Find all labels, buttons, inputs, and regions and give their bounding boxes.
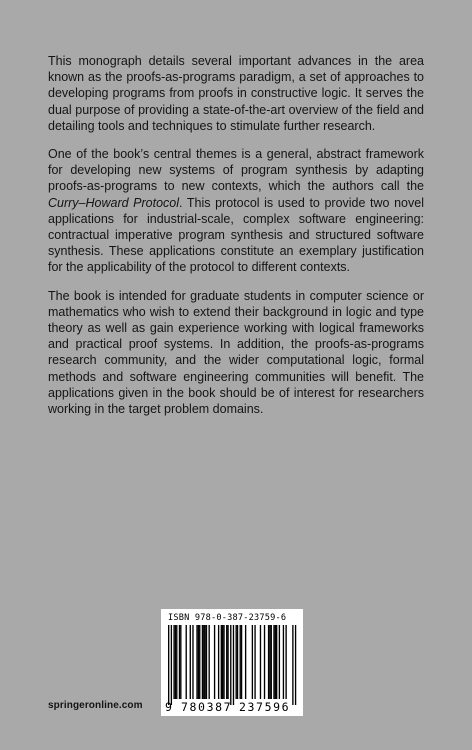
- blurb-paragraph-2: [48, 146, 424, 276]
- blurb-paragraph-2-end: . This protocol is used to provide two novel applications for industrial-scale, complex software engineering: contractual imperative program synthesis and structured software synthesis. These applications constitute an exemplary justification for the applicability of the protocol to different contexts.: [48, 195, 424, 275]
- isbn-label: ISBN 978-0-387-23759-6: [168, 613, 287, 623]
- barcode-bars-icon: [164, 625, 300, 705]
- curry-howard-protocol-term: Curry–Howard Protocol: [48, 195, 180, 210]
- blurb-paragraph-2-start: One of the book’s central themes is a general, abstract framework for developing new systems of program synthesis by adapting proofs-as-programs to new contexts, which the authors call the: [48, 147, 424, 194]
- isbn-barcode: [161, 609, 303, 716]
- publisher-url: springeronline.com: [48, 700, 143, 711]
- barcode-first-digit: 9: [165, 700, 172, 714]
- blurb-paragraph-1: This monograph details several important advances in the area known as the proofs-as-programs paradigm, a set of approaches to developing programs from proofs in constructive logic. It serves the dual purpose of providing a state-of-the-art overview of the field and detailing tools and techniques to stimulate further research.: [48, 54, 424, 133]
- barcode-left-group: 780387: [181, 700, 233, 714]
- barcode-right-group: 237596: [239, 700, 291, 714]
- back-cover-blurb: [48, 53, 424, 429]
- blurb-paragraph-3: The book is intended for graduate students in computer science or mathematics who wish to extend their background in logic and type theory as well as gain experience working with logical frameworks and practical proof systems. In addition, the proofs-as-programs research community, and the wider computational logic, formal methods and software engineering communities will benefit. The applications given in the book should be of interest for researchers working in the target problem domains.: [48, 288, 424, 417]
